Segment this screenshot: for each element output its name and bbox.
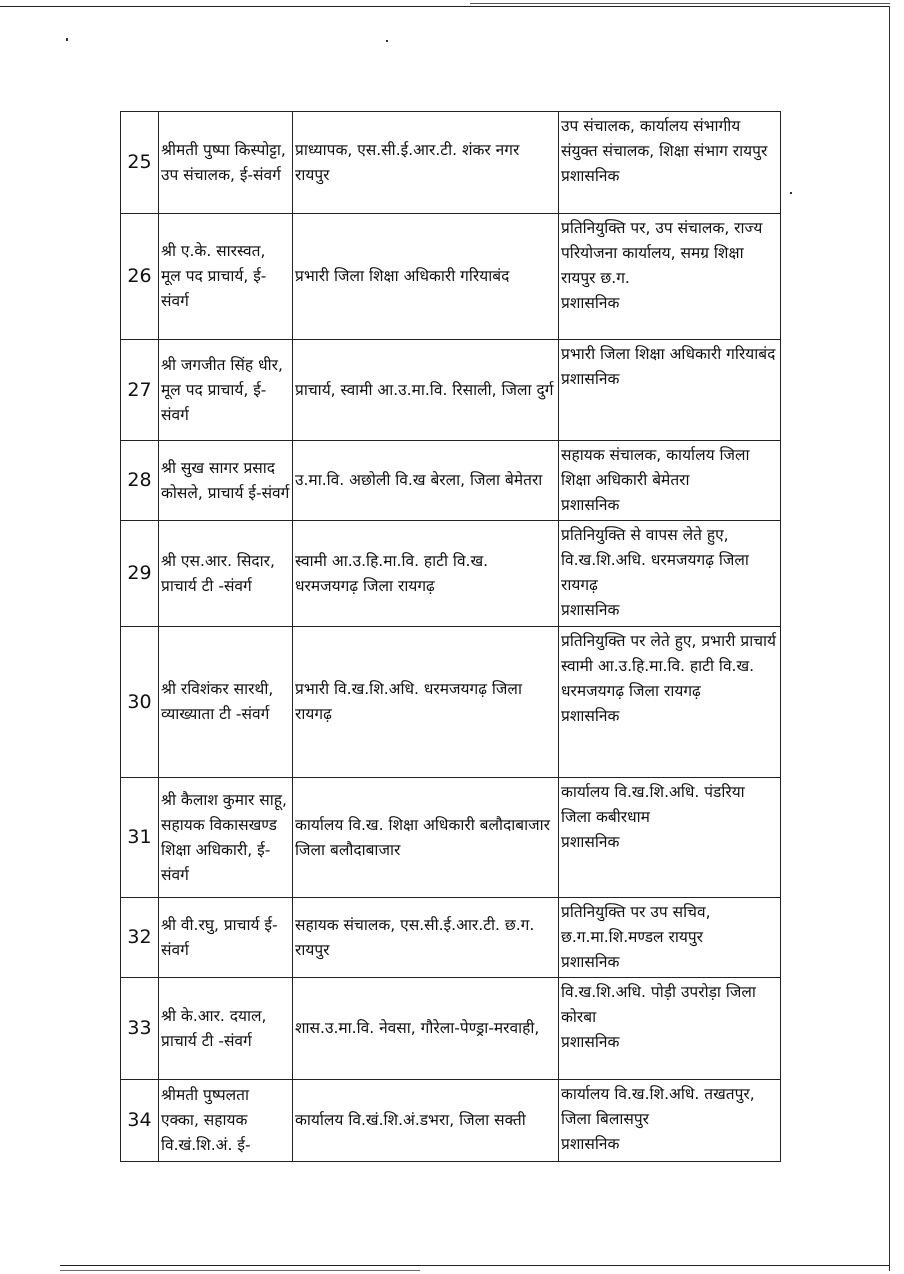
current-post: शास.उ.मा.वि. नेवसा, गौरेला-पेण्ड्रा-मरवाही, xyxy=(293,978,559,1080)
current-post: उ.मा.वि. अछोली वि.ख बेरला, जिला बेमेतरा xyxy=(293,441,559,521)
current-post: प्राचार्य, स्वामी आ.उ.मा.वि. रिसाली, जिला दुर्ग xyxy=(293,340,559,441)
table-row xyxy=(121,112,781,214)
transfer-nature: प्रशासनिक xyxy=(561,601,620,619)
table-row xyxy=(121,978,781,1080)
serial-number: 25 xyxy=(121,112,159,214)
table-row xyxy=(121,340,781,441)
scan-edge-line xyxy=(60,1270,420,1271)
new-posting xyxy=(559,778,781,898)
current-post: स्वामी आ.उ.हि.मा.वि. हाटी वि.ख. धरमजयगढ़ जिला रायगढ़ xyxy=(293,521,559,627)
table-row xyxy=(121,627,781,778)
new-posting xyxy=(559,112,781,214)
transfer-nature: प्रशासनिक xyxy=(561,370,620,388)
new-posting xyxy=(559,340,781,441)
posting-text: प्रतिनियुक्ति पर उप सचिव, छ.ग.मा.शि.मण्डल रायपुर xyxy=(561,903,711,946)
officer-name: श्री सुख सागर प्रसाद कोसले, प्राचार्य ई-संवर्ग xyxy=(159,441,293,521)
page-right-border xyxy=(889,6,890,1271)
transfer-nature: प्रशासनिक xyxy=(561,294,620,312)
posting-text: प्रतिनियुक्ति पर लेते हुए, प्रभारी प्राचार्य स्वामी आ.उ.हि.मा.वि. हाटी वि.ख. धरमजयगढ़ जिला रायगढ़ xyxy=(561,632,777,700)
serial-number: 31 xyxy=(121,778,159,898)
transfer-nature: प्रशासनिक xyxy=(561,1135,620,1153)
transfer-nature: प्रशासनिक xyxy=(561,167,620,185)
posting-text: सहायक संचालक, कार्यालय जिला शिक्षा अधिकारी बेमेतरा xyxy=(561,446,750,489)
serial-number: 32 xyxy=(121,898,159,978)
new-posting xyxy=(559,978,781,1080)
posting-text: प्रभारी जिला शिक्षा अधिकारी गरियाबंद xyxy=(561,345,776,363)
current-post: कार्यालय वि.ख. शिक्षा अधिकारी बलौदाबाजार जिला बलौदाबाजार xyxy=(293,778,559,898)
new-posting xyxy=(559,521,781,627)
current-post: सहायक संचालक, एस.सी.ई.आर.टी. छ.ग. रायपुर xyxy=(293,898,559,978)
officer-name: श्री जगजीत सिंह धीर, मूल पद प्राचार्य, ई- संवर्ग xyxy=(159,340,293,441)
new-posting xyxy=(559,1080,781,1162)
new-posting xyxy=(559,214,781,340)
posting-text: कार्यालय वि.ख.शि.अधि. पंडरिया जिला कबीरधाम xyxy=(561,783,745,826)
officer-name: श्री कैलाश कुमार साहू, सहायक विकासखण्ड शिक्षा अधिकारी, ई-संवर्ग xyxy=(159,778,293,898)
current-post: प्राध्यापक, एस.सी.ई.आर.टी. शंकर नगर रायपुर xyxy=(293,112,559,214)
serial-number: 29 xyxy=(121,521,159,627)
posting-text: प्रतिनियुक्ति से वापस लेते हुए, वि.ख.शि.अधि. धरमजयगढ़ जिला रायगढ़ xyxy=(561,526,749,594)
scan-speck xyxy=(790,192,792,194)
table-row xyxy=(121,441,781,521)
transfer-nature: प्रशासनिक xyxy=(561,707,620,725)
current-post: प्रभारी वि.ख.शि.अधि. धरमजयगढ़ जिला रायगढ़ xyxy=(293,627,559,778)
page-top-border xyxy=(0,6,890,7)
table-row xyxy=(121,1080,781,1162)
serial-number: 27 xyxy=(121,340,159,441)
table-row xyxy=(121,778,781,898)
table-row xyxy=(121,521,781,627)
transfer-nature: प्रशासनिक xyxy=(561,833,620,851)
scan-edge-line xyxy=(470,3,890,4)
scan-speck xyxy=(66,38,68,41)
officer-name: श्री एस.आर. सिदार, प्राचार्य टी -संवर्ग xyxy=(159,521,293,627)
officer-name: श्री ए.के. सारस्वत, मूल पद प्राचार्य, ई-संवर्ग xyxy=(159,214,293,340)
officer-name: श्री रविशंकर सारथी, व्याख्याता टी -संवर्ग xyxy=(159,627,293,778)
posting-text: वि.ख.शि.अधि. पोड़ी उपरोड़ा जिला कोरबा xyxy=(561,983,756,1026)
current-post: प्रभारी जिला शिक्षा अधिकारी गरियाबंद xyxy=(293,214,559,340)
page-bottom-border xyxy=(60,1265,890,1266)
officer-name: श्रीमती पुष्पलता एक्का, सहायक वि.खं.शि.अं. ई- xyxy=(159,1080,293,1162)
serial-number: 26 xyxy=(121,214,159,340)
serial-number: 33 xyxy=(121,978,159,1080)
posting-text: प्रतिनियुक्ति पर, उप संचालक, राज्य परियोजना कार्यालय, समग्र शिक्षा रायपुर छ.ग. xyxy=(561,219,763,287)
transfer-nature: प्रशासनिक xyxy=(561,1033,620,1051)
transfer-nature: प्रशासनिक xyxy=(561,953,620,971)
posting-text: कार्यालय वि.ख.शि.अधि. तखतपुर, जिला बिलासपुर xyxy=(561,1085,755,1128)
scan-speck xyxy=(386,40,388,42)
serial-number: 30 xyxy=(121,627,159,778)
serial-number: 28 xyxy=(121,441,159,521)
current-post: कार्यालय वि.खं.शि.अं.डभरा, जिला सक्ती xyxy=(293,1080,559,1162)
officer-name: श्रीमती पुष्पा किस्पोट्टा, उप संचालक, ई-संवर्ग xyxy=(159,112,293,214)
new-posting xyxy=(559,627,781,778)
table-row xyxy=(121,898,781,978)
officer-name: श्री के.आर. दयाल, प्राचार्य टी -संवर्ग xyxy=(159,978,293,1080)
transfer-nature: प्रशासनिक xyxy=(561,496,620,514)
new-posting xyxy=(559,441,781,521)
transfer-order-table xyxy=(120,111,781,1162)
table-row xyxy=(121,214,781,340)
new-posting xyxy=(559,898,781,978)
serial-number: 34 xyxy=(121,1080,159,1162)
officer-name: श्री वी.रघु, प्राचार्य ई-संवर्ग xyxy=(159,898,293,978)
posting-text: उप संचालक, कार्यालय संभागीय संयुक्त संचालक, शिक्षा संभाग रायपुर xyxy=(561,117,768,160)
